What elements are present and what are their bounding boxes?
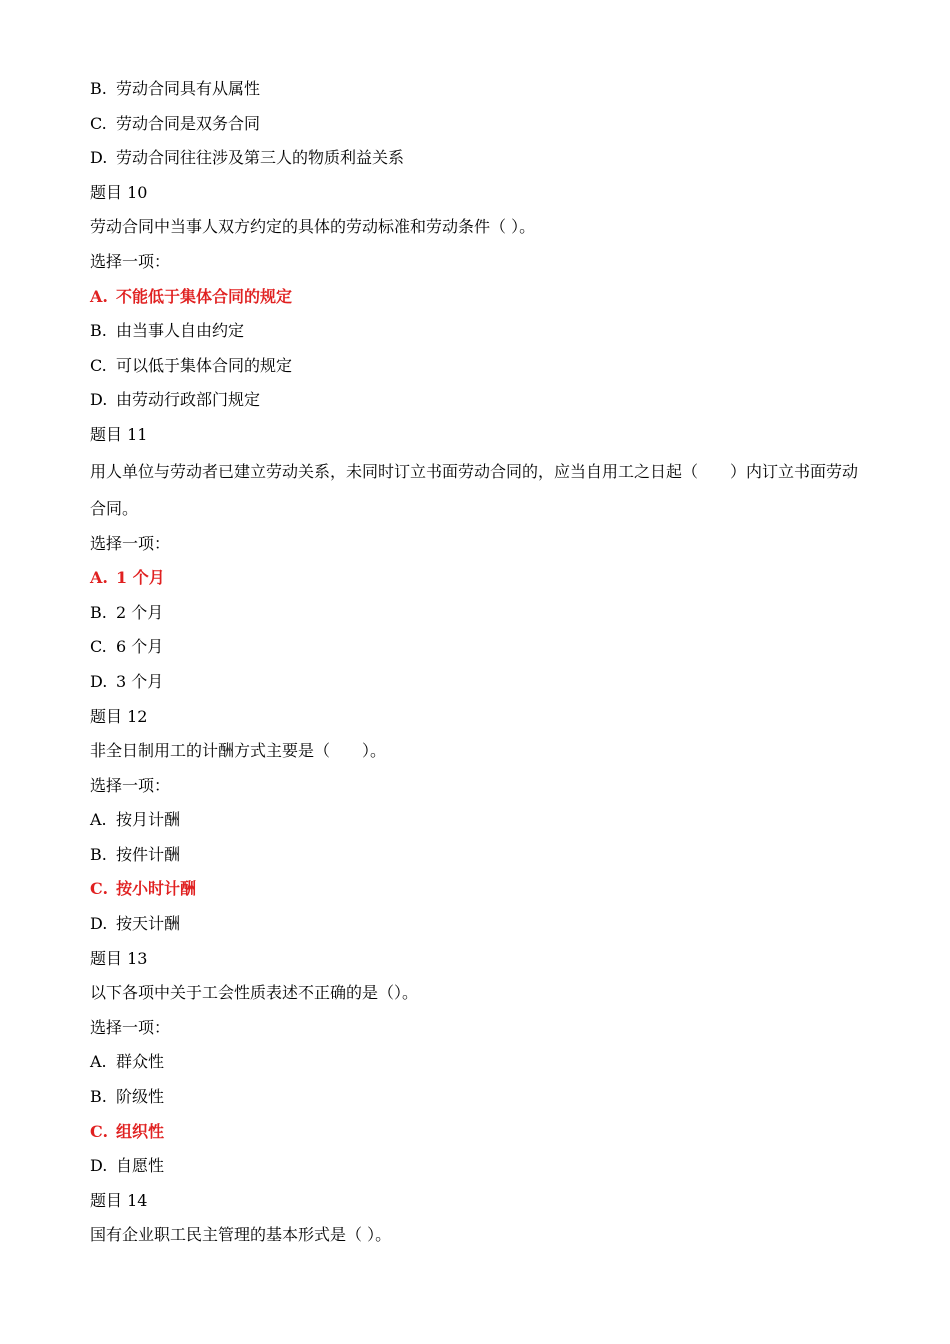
- option-letter: C.: [90, 879, 109, 899]
- question-stem: 国有企业职工民主管理的基本形式是（ ）。: [90, 1225, 392, 1245]
- option-text: 组织性: [116, 1121, 165, 1141]
- question-label: 题目 11: [90, 424, 148, 444]
- select-prompt: 选择一项：: [90, 1017, 171, 1037]
- option-text: 按天计酬: [116, 914, 181, 934]
- question-stem: 劳动合同中当事人双方约定的具体的劳动标准和劳动条件（ ）。: [90, 217, 536, 237]
- question-label: 题目 13: [90, 948, 148, 968]
- option-letter: B.: [90, 602, 107, 622]
- option-text: 劳动合同往往涉及第三人的物质利益关系: [116, 148, 405, 168]
- option-letter: D.: [90, 671, 108, 691]
- option-letter: D.: [90, 914, 108, 934]
- option-text: 劳动合同是双务合同: [116, 113, 261, 133]
- question-stem: 非全日制用工的计酬方式主要是（ ）。: [90, 741, 387, 761]
- option-line: [90, 1045, 870, 1080]
- option-letter: A.: [90, 286, 108, 306]
- option-line: [90, 630, 870, 665]
- option-letter: A.: [90, 1052, 107, 1072]
- option-line: [90, 803, 870, 838]
- option-letter: B.: [90, 321, 107, 341]
- option-line-correct: [90, 872, 870, 907]
- option-letter: B.: [90, 1087, 107, 1107]
- option-line-correct: [90, 561, 870, 596]
- option-line: [90, 838, 870, 873]
- option-line: [90, 72, 870, 107]
- option-letter: D.: [90, 1156, 108, 1176]
- option-letter: C.: [90, 113, 107, 133]
- option-line: [90, 314, 870, 349]
- option-letter: A.: [90, 568, 108, 588]
- question-label: 题目 10: [90, 182, 148, 202]
- option-line: [90, 107, 870, 142]
- option-text: 由当事人自由约定: [116, 321, 245, 341]
- option-line: [90, 383, 870, 418]
- option-line: [90, 141, 870, 176]
- option-text: 2 个月: [116, 602, 164, 622]
- option-line-correct: [90, 280, 870, 315]
- option-text: 6 个月: [116, 637, 164, 657]
- option-line-correct: [90, 1115, 870, 1150]
- option-letter: D.: [90, 390, 108, 410]
- question-label: 题目 14: [90, 1190, 148, 1210]
- question-stem: 用人单位与劳动者已建立劳动关系，未同时订立书面劳动合同的，应当自用工之日起（ ）内订立书面劳动合同。: [90, 461, 859, 518]
- option-letter: C.: [90, 355, 107, 375]
- option-line: [90, 596, 870, 631]
- select-prompt: 选择一项：: [90, 775, 171, 795]
- select-prompt: 选择一项：: [90, 251, 171, 271]
- option-text: 3 个月: [116, 671, 164, 691]
- option-letter: A.: [90, 810, 107, 830]
- option-text: 由劳动行政部门规定: [116, 390, 261, 410]
- option-line: [90, 1080, 870, 1115]
- option-line: [90, 665, 870, 700]
- select-prompt: 选择一项：: [90, 533, 171, 553]
- option-letter: D.: [90, 148, 108, 168]
- option-text: 1 个月: [116, 568, 165, 588]
- option-line: [90, 907, 870, 942]
- option-letter: B.: [90, 844, 107, 864]
- document-page: [90, 72, 870, 1253]
- option-text: 可以低于集体合同的规定: [116, 355, 293, 375]
- option-letter: C.: [90, 1121, 109, 1141]
- question-label: 题目 12: [90, 706, 148, 726]
- option-text: 群众性: [116, 1052, 165, 1072]
- question-stem: 以下各项中关于工会性质表述不正确的是（）。: [90, 983, 419, 1003]
- option-text: 不能低于集体合同的规定: [116, 286, 293, 306]
- option-text: 劳动合同具有从属性: [116, 79, 261, 98]
- option-letter: C.: [90, 637, 107, 657]
- option-line: [90, 1149, 870, 1184]
- option-text: 自愿性: [116, 1156, 165, 1176]
- option-text: 按件计酬: [116, 844, 181, 864]
- option-line: [90, 349, 870, 384]
- option-letter: B.: [90, 79, 107, 98]
- option-text: 阶级性: [116, 1087, 165, 1107]
- option-text: 按小时计酬: [116, 879, 197, 899]
- option-text: 按月计酬: [116, 810, 181, 830]
